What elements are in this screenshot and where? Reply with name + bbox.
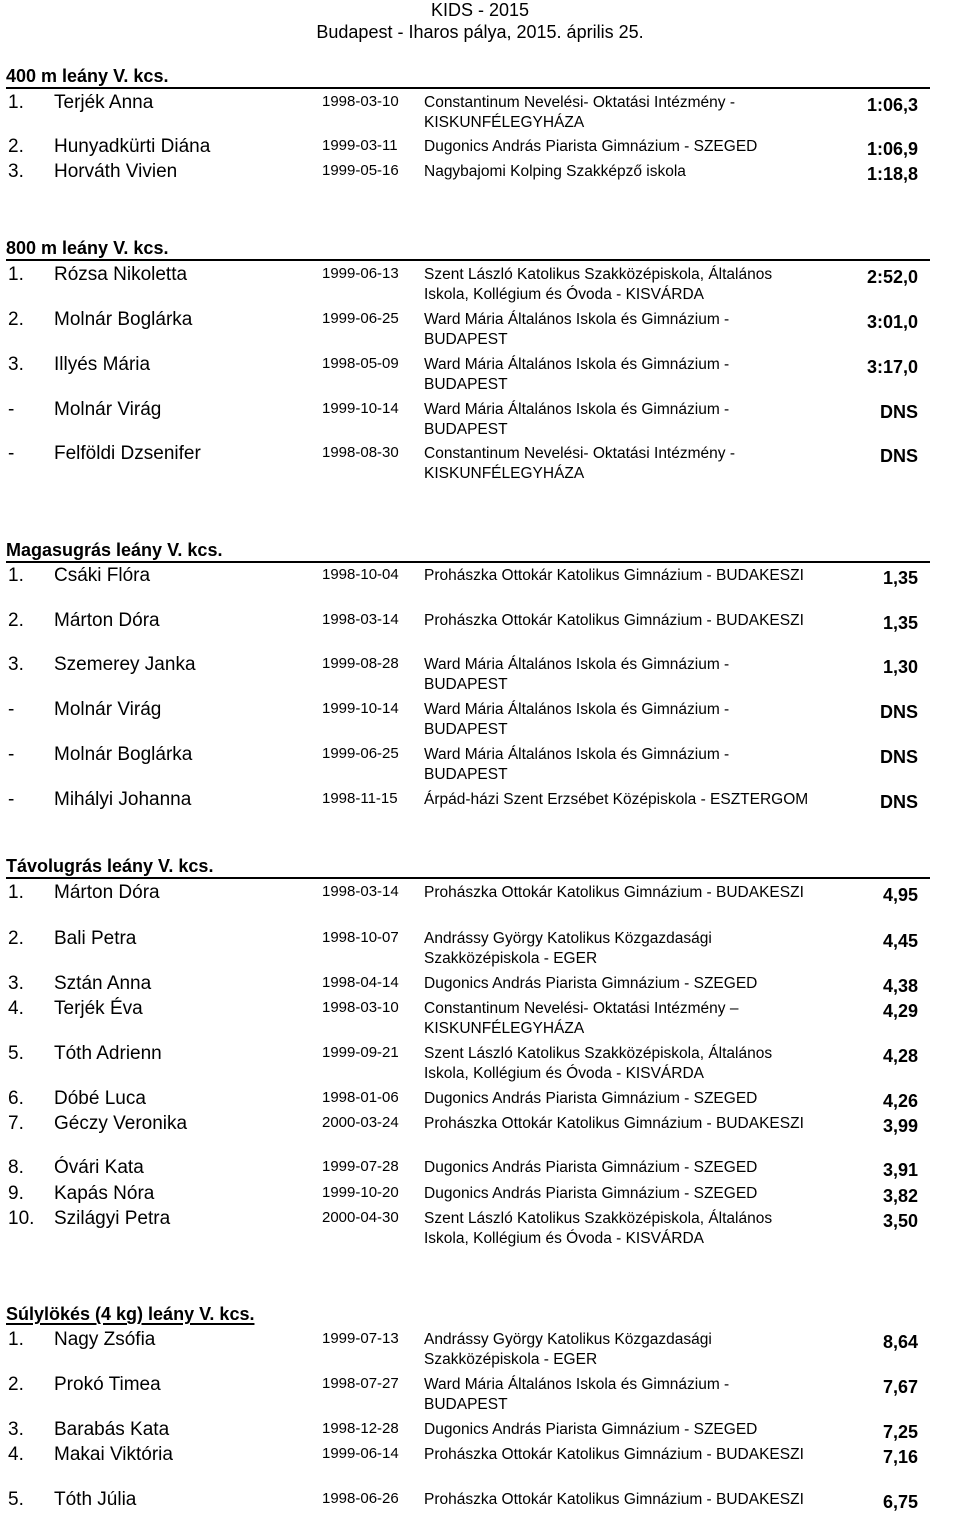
result-row — [0, 354, 960, 393]
athlete-name: Márton Dóra — [54, 610, 160, 631]
club-name — [424, 162, 844, 182]
result: 3,91 — [882, 1160, 918, 1180]
rank: 1. — [8, 92, 24, 113]
club-line: Andrássy György Katolikus Közgazdasági — [424, 1331, 712, 1348]
birth-date: 2000-03-24 — [322, 1114, 399, 1131]
result: 1,35 — [882, 613, 918, 633]
birth-date: 1999-03-11 — [322, 137, 398, 154]
club-line: Ward Mária Általános Iskola és Gimnázium - — [424, 311, 730, 328]
result-row — [0, 973, 960, 997]
club-line: Szent László Katolikus Szakközépiskola, Általános — [424, 1045, 773, 1062]
result-row — [0, 399, 960, 438]
result-row — [0, 1113, 960, 1137]
birth-date: 1999-10-20 — [322, 1184, 399, 1201]
athlete-name: Tóth Adrienn — [54, 1043, 162, 1064]
rank: - — [8, 399, 15, 420]
result: 7,16 — [882, 1447, 918, 1467]
result-row — [0, 1489, 960, 1513]
birth-date: 1998-11-15 — [322, 790, 398, 807]
birth-date: 1998-01-06 — [322, 1089, 399, 1106]
result: 4,29 — [882, 1001, 918, 1021]
club-line: BUDAPEST — [424, 421, 508, 438]
club-line: Ward Mária Általános Iskola és Gimnázium - — [424, 401, 730, 418]
rank: 6. — [8, 1088, 24, 1109]
result-row — [0, 789, 960, 813]
rank: 4. — [8, 998, 24, 1019]
club-name — [424, 1420, 844, 1440]
result: 1:06,9 — [866, 139, 918, 159]
birth-date: 1998-08-30 — [322, 444, 399, 461]
club-line: KISKUNFÉLEGYHÁZA — [424, 465, 585, 482]
rank: 3. — [8, 1419, 24, 1440]
club-line: Dugonics András Piarista Gimnázium - SZEGED — [424, 975, 758, 992]
club-line: BUDAPEST — [424, 766, 508, 783]
birth-date: 1998-10-07 — [322, 929, 399, 946]
result: DNS — [879, 702, 918, 722]
result-row — [0, 610, 960, 634]
rank: 2. — [8, 928, 24, 949]
result: 4,45 — [882, 931, 918, 951]
result-row — [0, 1183, 960, 1207]
rank: 9. — [8, 1183, 24, 1204]
result: DNS — [879, 402, 918, 422]
club-name — [424, 93, 844, 133]
club-line: Dugonics András Piarista Gimnázium - SZEGED — [424, 1185, 758, 1202]
athlete-name: Molnár Boglárka — [54, 309, 193, 330]
result-row — [0, 1444, 960, 1468]
club-name — [424, 1114, 844, 1134]
athlete-name: Barabás Kata — [54, 1419, 170, 1440]
event-title: 800 m leány V. kcs. — [6, 238, 930, 261]
birth-date: 1999-07-28 — [322, 1158, 399, 1175]
club-line: Constantinum Nevelési- Oktatási Intézmény – — [424, 1000, 739, 1017]
club-name — [424, 1445, 844, 1465]
birth-date: 1999-07-13 — [322, 1330, 399, 1347]
club-line: KISKUNFÉLEGYHÁZA — [424, 1020, 585, 1037]
result-row — [0, 928, 960, 967]
club-name — [424, 265, 844, 305]
result-row — [0, 1374, 960, 1413]
club-line: Prohászka Ottokár Katolikus Gimnázium - BUDAKESZI — [424, 1491, 804, 1508]
result-row — [0, 443, 960, 482]
birth-date: 1999-06-13 — [322, 265, 399, 282]
club-line: Ward Mária Általános Iskola és Gimnázium - — [424, 656, 730, 673]
club-line: Dugonics András Piarista Gimnázium - SZEGED — [424, 1159, 758, 1176]
club-line: BUDAPEST — [424, 376, 508, 393]
athlete-name: Felföldi Dzsenifer — [54, 443, 201, 464]
result-row — [0, 654, 960, 693]
result: 1:06,3 — [866, 95, 918, 115]
result: 4,95 — [882, 885, 918, 905]
birth-date: 1998-03-14 — [322, 611, 399, 628]
athlete-name: Márton Dóra — [54, 882, 160, 903]
birth-date: 1998-03-10 — [322, 999, 399, 1016]
club-line: BUDAPEST — [424, 331, 508, 348]
result: 3,99 — [882, 1116, 918, 1136]
document-subtitle: Budapest - Iharos pálya, 2015. április 25. — [316, 22, 644, 42]
club-name — [424, 974, 844, 994]
birth-date: 1999-09-21 — [322, 1044, 399, 1061]
birth-date: 1999-10-14 — [322, 400, 399, 417]
athlete-name: Szilágyi Petra — [54, 1208, 171, 1229]
club-line: Nagybajomi Kolping Szakképző iskola — [424, 163, 686, 180]
club-name — [424, 883, 844, 903]
club-line: Árpád-házi Szent Erzsébet Középiskola - ESZTERGOM — [424, 791, 809, 808]
club-line: Iskola, Kollégium és Óvoda - KISVÁRDA — [424, 1230, 704, 1247]
athlete-name: Tóth Júlia — [54, 1489, 137, 1510]
birth-date: 1998-12-28 — [322, 1420, 399, 1437]
club-line: BUDAPEST — [424, 721, 508, 738]
rank: 5. — [8, 1489, 24, 1510]
club-name — [424, 566, 844, 586]
club-line: Constantinum Nevelési- Oktatási Intézmény - — [424, 445, 735, 462]
athlete-name: Sztán Anna — [54, 973, 152, 994]
result: 2:52,0 — [866, 267, 918, 287]
club-name — [424, 1375, 844, 1415]
result: 8,64 — [882, 1332, 918, 1352]
club-name — [424, 611, 844, 631]
result-row — [0, 1208, 960, 1247]
athlete-name: Géczy Veronika — [54, 1113, 188, 1134]
rank: 8. — [8, 1157, 24, 1178]
club-line: Prohászka Ottokár Katolikus Gimnázium - BUDAKESZI — [424, 884, 804, 901]
club-name — [424, 1089, 844, 1109]
club-line: Prohászka Ottokár Katolikus Gimnázium - BUDAKESZI — [424, 1446, 804, 1463]
club-name — [424, 745, 844, 785]
club-line: Ward Mária Általános Iskola és Gimnázium - — [424, 701, 730, 718]
rank: - — [8, 744, 15, 765]
birth-date: 1998-07-27 — [322, 1375, 399, 1392]
result-row — [0, 744, 960, 783]
birth-date: 1998-05-09 — [322, 355, 399, 372]
athlete-name: Szemerey Janka — [54, 654, 196, 675]
result: 3,50 — [882, 1211, 918, 1231]
result: 7,25 — [882, 1422, 918, 1442]
birth-date: 1999-10-14 — [322, 700, 399, 717]
athlete-name: Hunyadkürti Diána — [54, 136, 211, 157]
result: 6,75 — [882, 1492, 918, 1512]
club-line: Iskola, Kollégium és Óvoda - KISVÁRDA — [424, 1065, 704, 1082]
club-line: Iskola, Kollégium és Óvoda - KISVÁRDA — [424, 286, 704, 303]
club-name — [424, 929, 844, 969]
rank: 2. — [8, 309, 24, 330]
athlete-name: Csáki Flóra — [54, 565, 151, 586]
result-row — [0, 565, 960, 589]
rank: 2. — [8, 610, 24, 631]
athlete-name: Molnár Boglárka — [54, 744, 193, 765]
result-row — [0, 1043, 960, 1082]
event-title: Magasugrás leány V. kcs. — [6, 540, 930, 563]
club-name — [424, 400, 844, 440]
athlete-name: Óvári Kata — [54, 1157, 144, 1178]
result: 3:01,0 — [866, 312, 918, 332]
result: 1:18,8 — [866, 164, 918, 184]
club-line: Prohászka Ottokár Katolikus Gimnázium - BUDAKESZI — [424, 567, 804, 584]
result-row — [0, 882, 960, 906]
athlete-name: Illyés Mária — [54, 354, 151, 375]
rank: 3. — [8, 354, 24, 375]
result-row — [0, 1088, 960, 1112]
club-name — [424, 1490, 844, 1510]
club-name — [424, 1330, 844, 1370]
birth-date: 1999-06-25 — [322, 745, 399, 762]
result: 4,26 — [882, 1091, 918, 1111]
club-name — [424, 999, 844, 1039]
birth-date: 1999-08-28 — [322, 655, 399, 672]
athlete-name: Makai Viktória — [54, 1444, 173, 1465]
club-line: Szakközépiskola - EGER — [424, 950, 598, 967]
club-name — [424, 1044, 844, 1084]
athlete-name: Terjék Éva — [54, 998, 143, 1019]
rank: 7. — [8, 1113, 24, 1134]
birth-date: 1998-03-10 — [322, 93, 399, 110]
rank: 3. — [8, 161, 24, 182]
athlete-name: Molnár Virág — [54, 399, 162, 420]
club-name — [424, 355, 844, 395]
rank: - — [8, 789, 15, 810]
result-row — [0, 1329, 960, 1368]
club-name — [424, 1184, 844, 1204]
result-row — [0, 309, 960, 348]
athlete-name: Bali Petra — [54, 928, 137, 949]
club-name — [424, 1158, 844, 1178]
result-row — [0, 136, 960, 160]
birth-date: 1998-04-14 — [322, 974, 399, 991]
rank: 1. — [8, 1329, 24, 1350]
club-name — [424, 310, 844, 350]
rank: 2. — [8, 1374, 24, 1395]
athlete-name: Horváth Vivien — [54, 161, 178, 182]
result-row — [0, 699, 960, 738]
event-title: Távolugrás leány V. kcs. — [6, 856, 930, 879]
club-line: Dugonics András Piarista Gimnázium - SZEGED — [424, 1421, 758, 1438]
club-line: Constantinum Nevelési- Oktatási Intézmény - — [424, 94, 735, 111]
result-row — [0, 1419, 960, 1443]
club-line: Ward Mária Általános Iskola és Gimnázium - — [424, 746, 730, 763]
club-line: Szakközépiskola - EGER — [424, 1351, 598, 1368]
club-name — [424, 655, 844, 695]
result: 3,82 — [882, 1186, 918, 1206]
birth-date: 2000-04-30 — [322, 1209, 399, 1226]
athlete-name: Kapás Nóra — [54, 1183, 155, 1204]
club-name — [424, 137, 844, 157]
rank: 3. — [8, 654, 24, 675]
rank: 4. — [8, 1444, 24, 1465]
rank: 1. — [8, 264, 24, 285]
document-title: KIDS - 2015 — [430, 0, 530, 20]
club-line: BUDAPEST — [424, 1396, 508, 1413]
result-row — [0, 998, 960, 1037]
club-line: KISKUNFÉLEGYHÁZA — [424, 114, 585, 131]
result: 4,38 — [882, 976, 918, 996]
athlete-name: Prokó Timea — [54, 1374, 161, 1395]
rank: 2. — [8, 136, 24, 157]
birth-date: 1999-05-16 — [322, 162, 399, 179]
result: 4,28 — [882, 1046, 918, 1066]
result-row — [0, 161, 960, 185]
club-name — [424, 1209, 844, 1249]
birth-date: 1998-10-04 — [322, 566, 399, 583]
club-line: Prohászka Ottokár Katolikus Gimnázium - BUDAKESZI — [424, 1115, 804, 1132]
rank: - — [8, 699, 15, 720]
result-row — [0, 264, 960, 303]
rank: 1. — [8, 882, 24, 903]
rank: 3. — [8, 973, 24, 994]
rank: 1. — [8, 565, 24, 586]
club-line: Szent László Katolikus Szakközépiskola, Általános — [424, 1210, 773, 1227]
event-title: Súlylökés (4 kg) leány V. kcs. — [6, 1304, 255, 1324]
result: 1,30 — [882, 657, 918, 677]
club-line: Szent László Katolikus Szakközépiskola, Általános — [424, 266, 773, 283]
birth-date: 1999-06-14 — [322, 1445, 399, 1462]
club-name — [424, 444, 844, 484]
club-line: Ward Mária Általános Iskola és Gimnázium - — [424, 356, 730, 373]
birth-date: 1998-03-14 — [322, 883, 399, 900]
result-row — [0, 1157, 960, 1181]
club-line: Prohászka Ottokár Katolikus Gimnázium - BUDAKESZI — [424, 612, 804, 629]
birth-date: 1998-06-26 — [322, 1490, 399, 1507]
athlete-name: Dóbé Luca — [54, 1088, 146, 1109]
club-line: Andrássy György Katolikus Közgazdasági — [424, 930, 712, 947]
result-row — [0, 92, 960, 131]
athlete-name: Rózsa Nikoletta — [54, 264, 188, 285]
birth-date: 1999-06-25 — [322, 310, 399, 327]
rank: 10. — [8, 1208, 35, 1229]
club-name — [424, 790, 844, 810]
result: DNS — [879, 792, 918, 812]
event-title: 400 m leány V. kcs. — [6, 66, 930, 89]
athlete-name: Terjék Anna — [54, 92, 154, 113]
result: 7,67 — [882, 1377, 918, 1397]
club-line: Dugonics András Piarista Gimnázium - SZEGED — [424, 138, 758, 155]
result: 3:17,0 — [866, 357, 918, 377]
club-line: Dugonics András Piarista Gimnázium - SZEGED — [424, 1090, 758, 1107]
club-line: Ward Mária Általános Iskola és Gimnázium - — [424, 1376, 730, 1393]
athlete-name: Molnár Virág — [54, 699, 162, 720]
result: DNS — [879, 446, 918, 466]
result: DNS — [879, 747, 918, 767]
result: 1,35 — [882, 568, 918, 588]
rank: 5. — [8, 1043, 24, 1064]
rank: - — [8, 443, 15, 464]
athlete-name: Nagy Zsófia — [54, 1329, 156, 1350]
athlete-name: Mihályi Johanna — [54, 789, 192, 810]
club-name — [424, 700, 844, 740]
club-line: BUDAPEST — [424, 676, 508, 693]
